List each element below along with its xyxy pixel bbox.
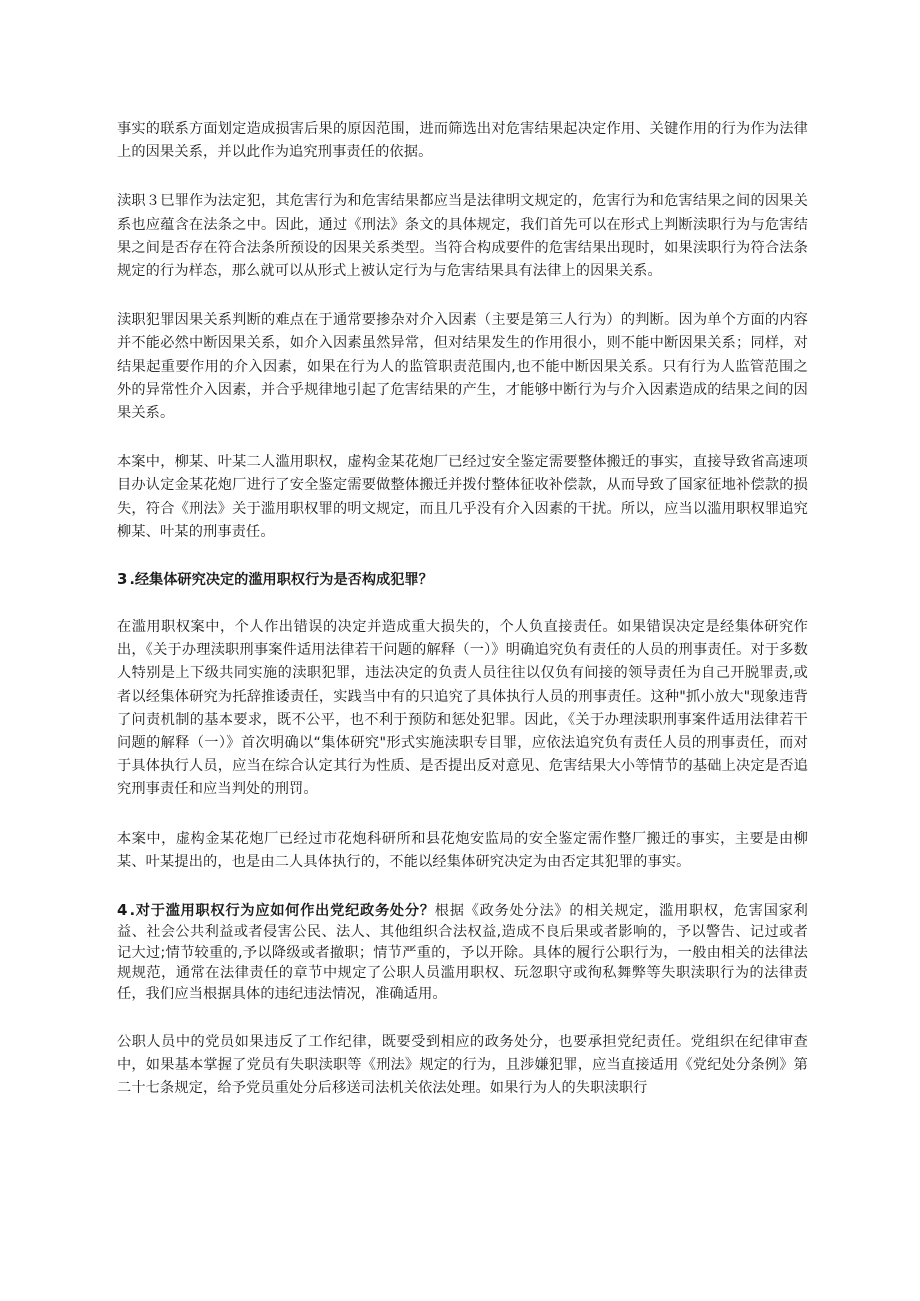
paragraph-1: 事实的联系方面划定造成损害后果的原因范围，进而筛选出对危害结果起决定作用、关键作用的行为作为法律上的因果关系，并以此作为追究刑事责任的依据。: [117, 121, 808, 161]
section-number-4: 4: [117, 901, 128, 920]
paragraph-7: [117, 900, 808, 1005]
section-number-3: 3: [117, 570, 128, 589]
section-heading-3: [117, 568, 808, 592]
paragraph-3: 渎职犯罪因果关系判断的难点在于通常要掺杂对介入因素（主要是第三人行为）的判断。因为单个方面的内容并不能必然中断因果关系，如介入因素虽然异常，但对结果发生的作用很小，则不能中断因果关系；同样，对结果起重要作用的介入因素，如果在行为人的监管职责范围内,也不能中断因果关系。只有行为人监管范围之外的异常性介入因素，并合乎规律地引起了危害结果的产生，才能够中断行为与介入因素造成的结果之间的因果关系。: [117, 312, 808, 422]
section-heading-4: [117, 903, 435, 919]
paragraph-8: 公职人员中的党员如果违反了工作纪律，既要受到相应的政务处分，也要承担党纪责任。党组织在纪律审查中，如果基本掌握了党员有失职渎职等《刑法》规定的行为，且涉嫌犯罪，应当直接适用《党纪处分条例》第二十七条规定，给予党员重处分后移送司法机关依法处理。如果行为人的失职渎职行: [117, 1034, 808, 1097]
section-title-3: .经集体研究决定的滥用职权行为是否构成犯罪？: [129, 572, 433, 589]
paragraph-6: 本案中，虚构金某花炮厂已经过市花炮科研所和县花炮安监局的安全鉴定需作整厂搬迁的事实，主要是由柳某、叶某提出的，也是由二人具体执行的，不能以经集体研究决定为由否定其犯罪的事实。: [117, 830, 808, 870]
paragraph-2: 渎职３巳罪作为法定犯，其危害行为和危害结果都应当是法律明文规定的，危害行为和危害结果之间的因果关系也应蕴含在法条之中。因此，通过《刑法》条文的具体规定，我们首先可以在形式上判断渎职行为与危害结果之间是否存在符合法条所预设的因果关系类型。当符合构成要件的危害结果出现时，如果渎职行为符合法条规定的行为样态，那么就可以从形式上被认定行为与危害结果具有法律上的因果关系。: [117, 193, 808, 280]
paragraph-7-body: 根据《政务处分法》的相关规定，滥用职权，危害国家利益、社会公共利益或者侵害公民、法人、其他组织合法权益,造成不良后果或者影响的，予以警告、记过或者记大过;情节较重的,予以降级或者撤职；情节严重的，予以开除。具体的履行公职行为，一般由相关的法律法规规范，通常在法律责任的章节中规定了公职人员滥用职权、玩忽职守或徇私舞弊等失职渎职行为的法律责任，我们应当根据具体的违纪违法情况，准确适用。: [117, 903, 808, 1003]
section-title-4: .对于滥用职权行为应如何作出党纪政务处分？: [129, 903, 435, 920]
paragraph-4: 本案中，柳某、叶某二人滥用职权，虚构金某花炮厂已经过安全鉴定需要整体搬迁的事实，直接导致省高速项目办认定金某花炮厂进行了安全鉴定需要做整体搬迁并拨付整体征收补偿款，从而导致了国家征地补偿款的损失，符合《刑法》关于滥用职权罪的明文规定，而且几乎没有介入因素的干扰。所以，应当以滥用职权罪追究柳某、叶某的刑事责任。: [117, 454, 808, 540]
paragraph-5: 在滥用职权案中，个人作出错误的决定并造成重大损失的，个人负直接责任。如果错误决定是经集体研究作出，《关于办理渎职刑事案件适用法律若干问题的解释（一）》明确追究负有责任的人员的刑事责任。对于多数人特别是上下级共同实施的渎职犯罪，违法决定的负责人员往往以仅负有间接的领导责任为自己开脱罪责,或者以经集体研究为托辞推诿责任，实践当中有的只追究了具体执行人员的刑事责任。这种"抓小放大"现象违背了问责机制的基本要求，既不公平，也不利于预防和惩处犯罪。因此，《关于办理渎职刑事案件适用法律若干问题的解释（一）》首次明确以“集体研究"形式实施渎职专目罪，应依法追究负有责任人员的刑事责任，而对于具体执行人员，应当在综合认定其行为性质、是否提出反对意见、危害结果大小等情节的基础上决定是否追究刑事责任和应当判处的刑罚。: [117, 619, 808, 798]
